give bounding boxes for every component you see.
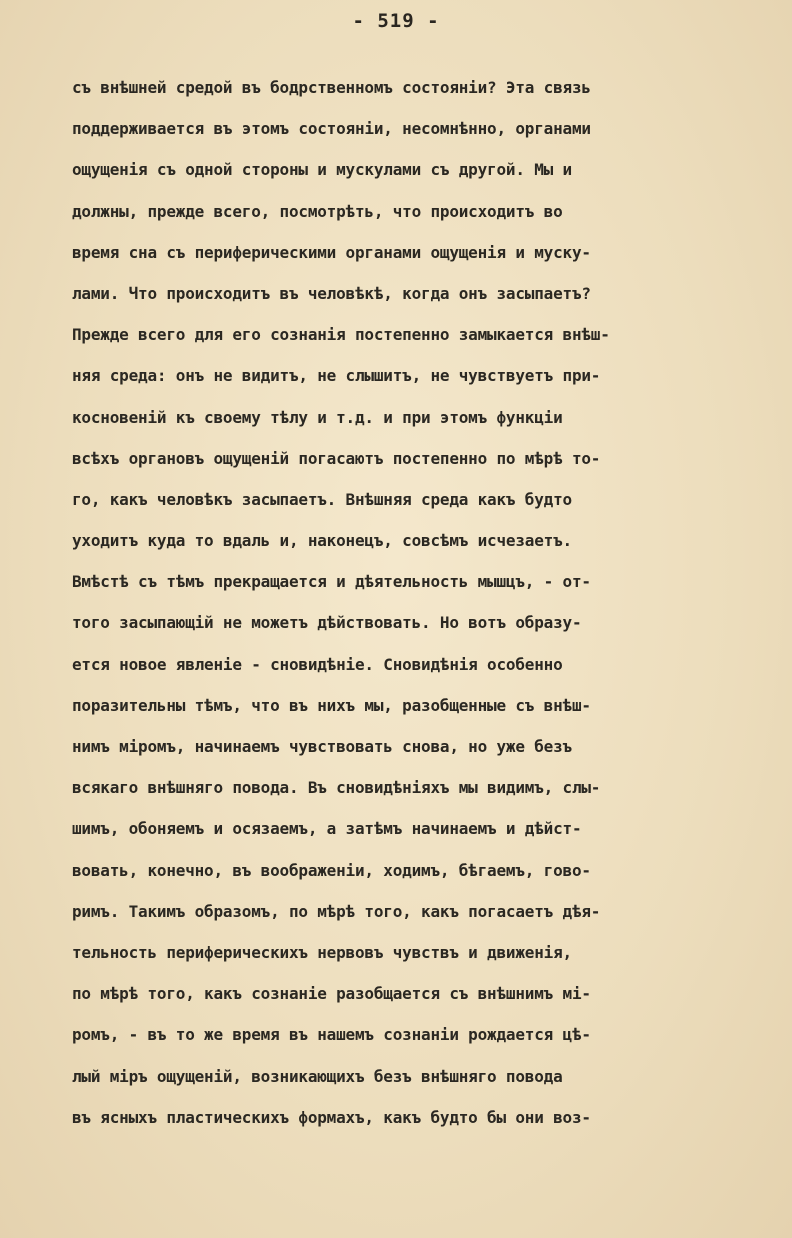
body-text <box>72 70 792 1141</box>
text-line: по мѣрѣ того, какъ сознанiе разобщается съ внѣшнимъ мi- <box>72 984 591 1004</box>
text-line: ромъ, - въ то же время въ нашемъ сознанiи рождается цѣ- <box>72 1025 591 1045</box>
text-line: тельность периферическихъ нервовъ чувствъ и движенiя, <box>72 942 572 962</box>
text-line: всѣхъ органовъ ощущенiй погасаютъ постепенно по мѣрѣ то- <box>72 448 601 468</box>
text-line: всякаго внѣшняго повода. Въ сновидѣнiяхъ мы видимъ, слы- <box>72 778 601 798</box>
page-number: - 519 - <box>352 10 440 32</box>
text-line: поддерживается въ этомъ состоянiи, несомнѣнно, органами <box>72 119 591 139</box>
text-line: того засыпающiй не можетъ дѣйствовать. Но вотъ образу- <box>72 613 582 633</box>
text-line: время сна съ периферическими органами ощущенiя и муску- <box>72 242 591 262</box>
text-line: уходитъ куда то вдаль и, наконецъ, совсѣмъ исчезаетъ. <box>72 531 572 551</box>
text-line: Вмѣстѣ съ тѣмъ прекращается и дѣятельность мышцъ, - от- <box>72 572 591 592</box>
text-line: ется новое явленiе - сновидѣнiе. Сновидѣнiя особенно <box>72 654 563 674</box>
text-line: го, какъ человѣкъ засыпаетъ. Внѣшняя среда какъ будто <box>72 489 572 509</box>
text-line: вовать, конечно, въ воображенiи, ходимъ, бѣгаемъ, гово- <box>72 860 591 880</box>
text-line: косновенiй къ своему тѣлу и т.д. и при этомъ функцiи <box>72 407 563 427</box>
text-line: шимъ, обоняемъ и осязаемъ, а затѣмъ начинаемъ и дѣйст- <box>72 819 582 839</box>
text-line: римъ. Такимъ образомъ, по мѣрѣ того, какъ погасаетъ дѣя- <box>72 901 601 921</box>
text-line: въ ясныхъ пластическихъ формахъ, какъ будто бы они воз- <box>72 1107 591 1127</box>
text-line: ощущенiя съ одной стороны и мускулами съ другой. Мы и <box>72 160 572 180</box>
text-line: няя среда: онъ не видитъ, не слышитъ, не чувствуетъ при- <box>72 366 601 386</box>
text-line: нимъ мiромъ, начинаемъ чувствовать снова, но уже безъ <box>72 737 572 756</box>
text-line: Прежде всего для его сознанiя постепенно замыкается внѣш- <box>72 325 610 345</box>
text-line: должны, прежде всего, посмотрѣть, что происходитъ во <box>72 201 563 221</box>
text-line: лами. Что происходитъ въ человѣкѣ, когда онъ засыпаетъ? <box>72 283 591 303</box>
text-line: поразительны тѣмъ, что въ нихъ мы, разобщенные съ внѣш- <box>72 695 591 715</box>
text-line: съ внѣшней средой въ бодрственномъ состоянiи? Эта связь <box>72 78 591 97</box>
text-line: лый мiръ ощущенiй, возникающихъ безъ внѣшняго повода <box>72 1066 563 1086</box>
